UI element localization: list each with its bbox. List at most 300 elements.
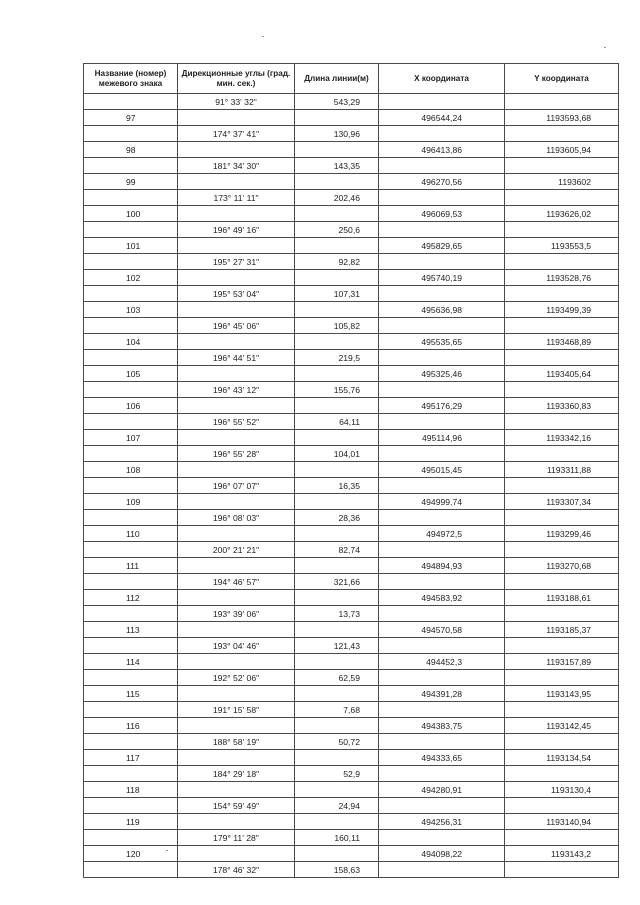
empty-cell [295, 526, 379, 542]
point-row [84, 526, 619, 542]
empty-cell [379, 94, 505, 110]
empty-cell [84, 158, 178, 174]
header-angle: Дирекционные углы (град. мин. сек.) [178, 64, 295, 94]
point-row [84, 782, 619, 798]
direction-angle: 200° 21' 21" [178, 542, 295, 558]
x-coordinate: 496069,53 [379, 206, 505, 222]
direction-angle: 174° 37' 41" [178, 126, 295, 142]
y-coordinate: 1193342,16 [505, 430, 619, 446]
empty-cell [505, 702, 619, 718]
direction-angle: 196° 08' 03" [178, 510, 295, 526]
empty-cell [178, 366, 295, 382]
empty-cell [295, 174, 379, 190]
empty-cell [379, 126, 505, 142]
x-coordinate: 495740,19 [379, 270, 505, 286]
x-coordinate: 494570,58 [379, 622, 505, 638]
point-row [84, 430, 619, 446]
direction-angle: 191° 15' 58" [178, 702, 295, 718]
empty-cell [295, 270, 379, 286]
y-coordinate: 1193553,5 [505, 238, 619, 254]
segment-row [84, 286, 619, 302]
direction-angle: 195° 53' 04" [178, 286, 295, 302]
y-coordinate: 1193468,89 [505, 334, 619, 350]
empty-cell [178, 398, 295, 414]
empty-cell [84, 606, 178, 622]
x-coordinate: 496544,24 [379, 110, 505, 126]
point-name: 97 [84, 110, 178, 126]
line-length: 16,35 [295, 478, 379, 494]
y-coordinate: 1193499,39 [505, 302, 619, 318]
point-name: 106 [84, 398, 178, 414]
empty-cell [505, 446, 619, 462]
segment-row [84, 574, 619, 590]
point-name: 101 [84, 238, 178, 254]
segment-row [84, 510, 619, 526]
segment-row [84, 638, 619, 654]
empty-cell [379, 414, 505, 430]
point-row [84, 398, 619, 414]
direction-angle: 188° 58' 19" [178, 734, 295, 750]
empty-cell [84, 670, 178, 686]
empty-cell [379, 830, 505, 846]
table-header-row [84, 64, 619, 94]
line-length: 28,36 [295, 510, 379, 526]
point-name: 111 [84, 558, 178, 574]
x-coordinate: 495535,65 [379, 334, 505, 350]
empty-cell [178, 142, 295, 158]
empty-cell [84, 350, 178, 366]
segment-row [84, 670, 619, 686]
empty-cell [178, 590, 295, 606]
empty-cell [505, 414, 619, 430]
point-row [84, 846, 619, 862]
empty-cell [505, 222, 619, 238]
empty-cell [295, 750, 379, 766]
y-coordinate: 1193602 [505, 174, 619, 190]
y-coordinate: 1193157,89 [505, 654, 619, 670]
x-coordinate: 494098,22 [379, 846, 505, 862]
point-row [84, 270, 619, 286]
segment-row [84, 94, 619, 110]
empty-cell [295, 846, 379, 862]
segment-row [84, 190, 619, 206]
line-length: 82,74 [295, 542, 379, 558]
empty-cell [295, 654, 379, 670]
direction-angle: 194° 46' 57" [178, 574, 295, 590]
empty-cell [505, 638, 619, 654]
empty-cell [178, 334, 295, 350]
boundary-coordinates-table [83, 63, 619, 878]
empty-cell [505, 478, 619, 494]
line-length: 130,96 [295, 126, 379, 142]
y-coordinate: 1193188,61 [505, 590, 619, 606]
line-length: 107,31 [295, 286, 379, 302]
point-row [84, 622, 619, 638]
empty-cell [379, 734, 505, 750]
empty-cell [295, 238, 379, 254]
direction-angle: 196° 43' 12" [178, 382, 295, 398]
segment-row [84, 798, 619, 814]
point-row [84, 686, 619, 702]
empty-cell [178, 654, 295, 670]
segment-row [84, 702, 619, 718]
empty-cell [178, 782, 295, 798]
point-name: 107 [84, 430, 178, 446]
direction-angle: 181° 34' 30" [178, 158, 295, 174]
line-length: 321,66 [295, 574, 379, 590]
y-coordinate: 1193528,76 [505, 270, 619, 286]
empty-cell [379, 670, 505, 686]
empty-cell [178, 686, 295, 702]
line-length: 62,59 [295, 670, 379, 686]
empty-cell [295, 366, 379, 382]
y-coordinate: 1193130,4 [505, 782, 619, 798]
x-coordinate: 494972,5 [379, 526, 505, 542]
empty-cell [84, 318, 178, 334]
y-coordinate: 1193185,37 [505, 622, 619, 638]
direction-angle: 193° 04' 46" [178, 638, 295, 654]
empty-cell [178, 526, 295, 542]
point-name: 109 [84, 494, 178, 510]
empty-cell [505, 126, 619, 142]
point-row [84, 366, 619, 382]
x-coordinate: 496413,86 [379, 142, 505, 158]
empty-cell [505, 766, 619, 782]
point-row [84, 814, 619, 830]
empty-cell [505, 830, 619, 846]
empty-cell [178, 206, 295, 222]
point-name: 114 [84, 654, 178, 670]
empty-cell [295, 302, 379, 318]
line-length: 158,63 [295, 862, 379, 878]
empty-cell [178, 558, 295, 574]
empty-cell [379, 478, 505, 494]
empty-cell [295, 782, 379, 798]
empty-cell [295, 686, 379, 702]
header-length: Длина линии(м) [295, 64, 379, 94]
x-coordinate: 495829,65 [379, 238, 505, 254]
empty-cell [295, 814, 379, 830]
empty-cell [84, 542, 178, 558]
empty-cell [178, 462, 295, 478]
empty-cell [505, 862, 619, 878]
point-name: 104 [84, 334, 178, 350]
empty-cell [379, 254, 505, 270]
empty-cell [505, 318, 619, 334]
empty-cell [178, 430, 295, 446]
empty-cell [505, 798, 619, 814]
direction-angle: 196° 55' 52" [178, 414, 295, 430]
y-coordinate: 1193360,83 [505, 398, 619, 414]
point-name: 105 [84, 366, 178, 382]
empty-cell [295, 622, 379, 638]
line-length: 250,6 [295, 222, 379, 238]
empty-cell [379, 350, 505, 366]
point-name: 99 [84, 174, 178, 190]
y-coordinate: 1193270,68 [505, 558, 619, 574]
header-y: Y координата [505, 64, 619, 94]
segment-row [84, 222, 619, 238]
segment-row [84, 446, 619, 462]
empty-cell [84, 734, 178, 750]
x-coordinate: 494256,31 [379, 814, 505, 830]
segment-row [84, 318, 619, 334]
empty-cell [505, 734, 619, 750]
x-coordinate: 495325,46 [379, 366, 505, 382]
empty-cell [295, 718, 379, 734]
empty-cell [379, 446, 505, 462]
x-coordinate: 494333,65 [379, 750, 505, 766]
empty-cell [84, 254, 178, 270]
empty-cell [84, 478, 178, 494]
empty-cell [84, 414, 178, 430]
segment-row [84, 478, 619, 494]
empty-cell [379, 574, 505, 590]
point-name: 116 [84, 718, 178, 734]
empty-cell [84, 798, 178, 814]
line-length: 143,35 [295, 158, 379, 174]
point-name: 103 [84, 302, 178, 318]
line-length: 543,29 [295, 94, 379, 110]
direction-angle: 184° 29' 18" [178, 766, 295, 782]
empty-cell [84, 382, 178, 398]
segment-row [84, 126, 619, 142]
segment-row [84, 158, 619, 174]
empty-cell [84, 638, 178, 654]
point-row [84, 110, 619, 126]
empty-cell [379, 638, 505, 654]
empty-cell [178, 174, 295, 190]
empty-cell [505, 254, 619, 270]
empty-cell [505, 670, 619, 686]
empty-cell [84, 126, 178, 142]
segment-row [84, 606, 619, 622]
empty-cell [84, 510, 178, 526]
empty-cell [295, 494, 379, 510]
empty-cell [505, 94, 619, 110]
empty-cell [178, 814, 295, 830]
empty-cell [84, 702, 178, 718]
point-name: 115 [84, 686, 178, 702]
empty-cell [295, 110, 379, 126]
empty-cell [295, 558, 379, 574]
direction-angle: 196° 44' 51" [178, 350, 295, 366]
x-coordinate: 494894,93 [379, 558, 505, 574]
empty-cell [505, 606, 619, 622]
point-name: 119 [84, 814, 178, 830]
segment-row [84, 382, 619, 398]
point-name: 117 [84, 750, 178, 766]
line-length: 104,01 [295, 446, 379, 462]
direction-angle: 192° 52' 06" [178, 670, 295, 686]
direction-angle: 178° 46' 32" [178, 862, 295, 878]
line-length: 121,43 [295, 638, 379, 654]
empty-cell [178, 238, 295, 254]
point-name: 118 [84, 782, 178, 798]
y-coordinate: 1193307,34 [505, 494, 619, 510]
point-row [84, 174, 619, 190]
line-length: 105,82 [295, 318, 379, 334]
y-coordinate: 1193605,94 [505, 142, 619, 158]
empty-cell [295, 334, 379, 350]
empty-cell [505, 350, 619, 366]
segment-row [84, 862, 619, 878]
point-row [84, 334, 619, 350]
direction-angle: 196° 45' 06" [178, 318, 295, 334]
y-coordinate: 1193299,46 [505, 526, 619, 542]
y-coordinate: 1193134,54 [505, 750, 619, 766]
direction-angle: 195° 27' 31" [178, 254, 295, 270]
empty-cell [379, 766, 505, 782]
empty-cell [379, 542, 505, 558]
line-length: 92,82 [295, 254, 379, 270]
point-row [84, 558, 619, 574]
empty-cell [84, 766, 178, 782]
scan-speck [604, 47, 606, 48]
empty-cell [505, 158, 619, 174]
empty-cell [84, 190, 178, 206]
empty-cell [178, 302, 295, 318]
y-coordinate: 1193405,64 [505, 366, 619, 382]
scan-speck [166, 850, 168, 851]
point-row [84, 142, 619, 158]
empty-cell [505, 542, 619, 558]
direction-angle: 173° 11' 11" [178, 190, 295, 206]
point-name: 113 [84, 622, 178, 638]
point-row [84, 462, 619, 478]
point-row [84, 238, 619, 254]
segment-row [84, 254, 619, 270]
x-coordinate: 494391,28 [379, 686, 505, 702]
point-name: 102 [84, 270, 178, 286]
empty-cell [379, 318, 505, 334]
empty-cell [84, 830, 178, 846]
empty-cell [295, 462, 379, 478]
empty-cell [84, 446, 178, 462]
empty-cell [295, 206, 379, 222]
empty-cell [505, 286, 619, 302]
empty-cell [505, 382, 619, 398]
x-coordinate: 494452,3 [379, 654, 505, 670]
line-length: 52,9 [295, 766, 379, 782]
empty-cell [295, 430, 379, 446]
direction-angle: 154° 59' 49" [178, 798, 295, 814]
empty-cell [295, 398, 379, 414]
empty-cell [84, 286, 178, 302]
empty-cell [295, 590, 379, 606]
empty-cell [295, 142, 379, 158]
x-coordinate: 495636,98 [379, 302, 505, 318]
line-length: 64,11 [295, 414, 379, 430]
empty-cell [178, 622, 295, 638]
empty-cell [379, 510, 505, 526]
empty-cell [505, 190, 619, 206]
point-name: 112 [84, 590, 178, 606]
line-length: 50,72 [295, 734, 379, 750]
empty-cell [379, 862, 505, 878]
empty-cell [379, 222, 505, 238]
x-coordinate: 496270,56 [379, 174, 505, 190]
point-row [84, 750, 619, 766]
empty-cell [84, 94, 178, 110]
point-row [84, 654, 619, 670]
empty-cell [84, 222, 178, 238]
empty-cell [178, 750, 295, 766]
empty-cell [505, 510, 619, 526]
point-name: 120 [84, 846, 178, 862]
x-coordinate: 495114,96 [379, 430, 505, 446]
y-coordinate: 1193626,02 [505, 206, 619, 222]
x-coordinate: 494583,92 [379, 590, 505, 606]
empty-cell [379, 798, 505, 814]
empty-cell [178, 718, 295, 734]
point-row [84, 590, 619, 606]
point-row [84, 206, 619, 222]
x-coordinate: 494280,91 [379, 782, 505, 798]
direction-angle: 196° 55' 28" [178, 446, 295, 462]
line-length: 7,68 [295, 702, 379, 718]
y-coordinate: 1193143,2 [505, 846, 619, 862]
segment-row [84, 350, 619, 366]
header-x: X координата [379, 64, 505, 94]
direction-angle: 196° 07' 07" [178, 478, 295, 494]
point-name: 100 [84, 206, 178, 222]
point-row [84, 302, 619, 318]
empty-cell [178, 270, 295, 286]
empty-cell [379, 190, 505, 206]
x-coordinate: 494999,74 [379, 494, 505, 510]
x-coordinate: 494383,75 [379, 718, 505, 734]
empty-cell [379, 286, 505, 302]
empty-cell [379, 606, 505, 622]
header-name: Название (номер) межевого знака [84, 64, 178, 94]
empty-cell [178, 846, 295, 862]
line-length: 219,5 [295, 350, 379, 366]
direction-angle: 196° 49' 16" [178, 222, 295, 238]
empty-cell [379, 382, 505, 398]
empty-cell [505, 574, 619, 590]
point-name: 108 [84, 462, 178, 478]
empty-cell [178, 110, 295, 126]
direction-angle: 179° 11' 28" [178, 830, 295, 846]
y-coordinate: 1193143,95 [505, 686, 619, 702]
line-length: 13,73 [295, 606, 379, 622]
segment-row [84, 414, 619, 430]
point-row [84, 718, 619, 734]
y-coordinate: 1193311,88 [505, 462, 619, 478]
line-length: 155,76 [295, 382, 379, 398]
y-coordinate: 1193142,45 [505, 718, 619, 734]
empty-cell [84, 862, 178, 878]
y-coordinate: 1193593,68 [505, 110, 619, 126]
segment-row [84, 830, 619, 846]
empty-cell [178, 494, 295, 510]
line-length: 160,11 [295, 830, 379, 846]
segment-row [84, 542, 619, 558]
point-name: 110 [84, 526, 178, 542]
line-length: 24,94 [295, 798, 379, 814]
point-name: 98 [84, 142, 178, 158]
x-coordinate: 495176,29 [379, 398, 505, 414]
direction-angle: 193° 39' 06" [178, 606, 295, 622]
scan-speck [262, 36, 264, 37]
segment-row [84, 734, 619, 750]
x-coordinate: 495015,45 [379, 462, 505, 478]
direction-angle: 91° 33' 32" [178, 94, 295, 110]
y-coordinate: 1193140,94 [505, 814, 619, 830]
empty-cell [379, 702, 505, 718]
point-row [84, 494, 619, 510]
